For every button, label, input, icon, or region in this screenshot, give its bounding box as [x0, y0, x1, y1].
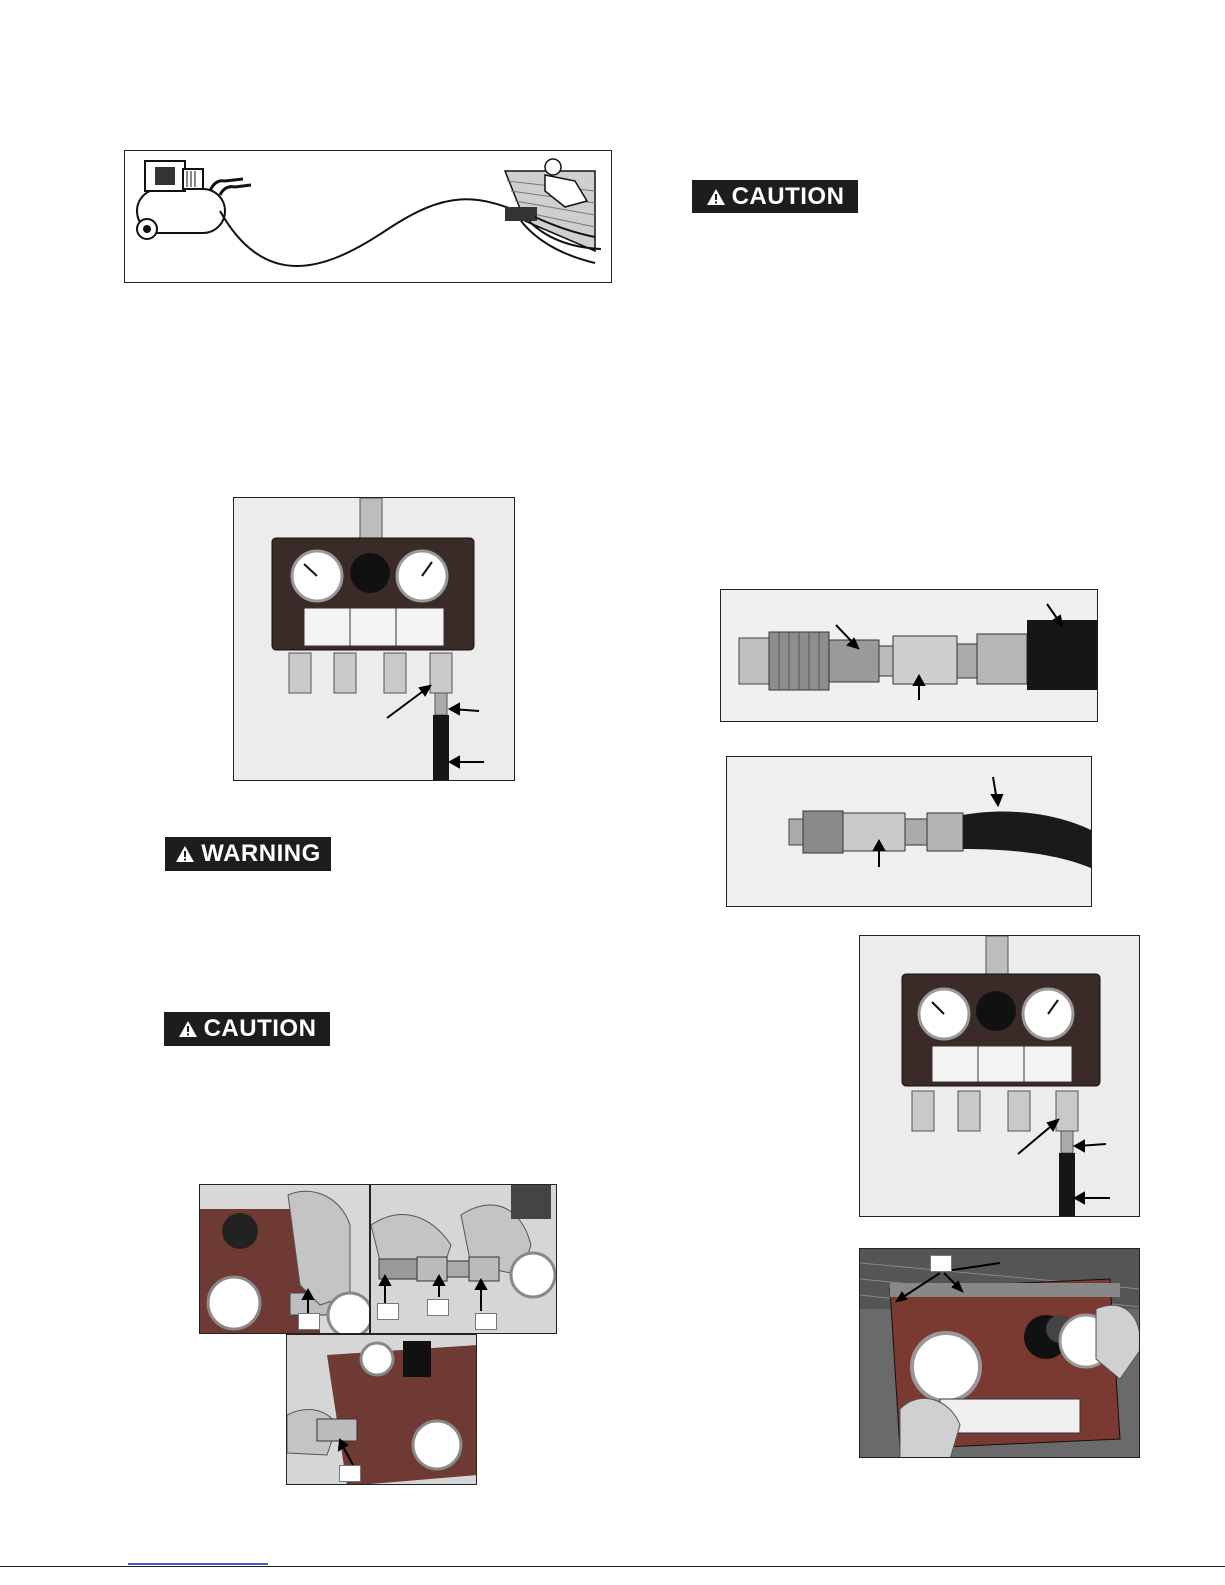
coupler-drawing-2 [727, 757, 1092, 907]
footer-rule [0, 1566, 1225, 1567]
caution-label: CAUTION [203, 1015, 317, 1042]
warning-triangle-icon [178, 1020, 198, 1038]
coupler-drawing-1 [721, 590, 1098, 722]
warning-badge [165, 837, 331, 871]
install-photo-a [199, 1184, 370, 1334]
compressor-hose-illustration [124, 150, 612, 283]
install-photo-c [286, 1334, 477, 1485]
callout-box [930, 1255, 952, 1272]
coupler-hose-photo-2 [726, 756, 1092, 907]
compressor-drawing [125, 151, 612, 283]
manifold-wall-photo-2 [859, 935, 1140, 1217]
manifold-hands-drawing [860, 1249, 1140, 1458]
manifold-drawing [234, 498, 515, 781]
manifold-wall-photo [233, 497, 515, 781]
install-photo-b [370, 1184, 557, 1334]
callout-box [377, 1303, 399, 1320]
footer-link-underline [128, 1563, 268, 1565]
caution-badge-left [164, 1012, 330, 1046]
manifold-hands-photo [859, 1248, 1140, 1458]
warning-triangle-icon [175, 845, 195, 863]
callout-box [298, 1313, 320, 1330]
warning-label: WARNING [201, 840, 321, 867]
manifold-drawing-2 [860, 936, 1140, 1217]
caution-badge-top [692, 180, 858, 213]
install-drawing-c [287, 1335, 477, 1485]
callout-box [427, 1299, 449, 1316]
callout-box [475, 1313, 497, 1330]
coupler-hose-photo-1 [720, 589, 1098, 722]
install-drawing-a [200, 1185, 370, 1334]
callout-box [339, 1465, 361, 1482]
caution-label: CAUTION [731, 182, 845, 210]
warning-triangle-icon [706, 188, 726, 206]
